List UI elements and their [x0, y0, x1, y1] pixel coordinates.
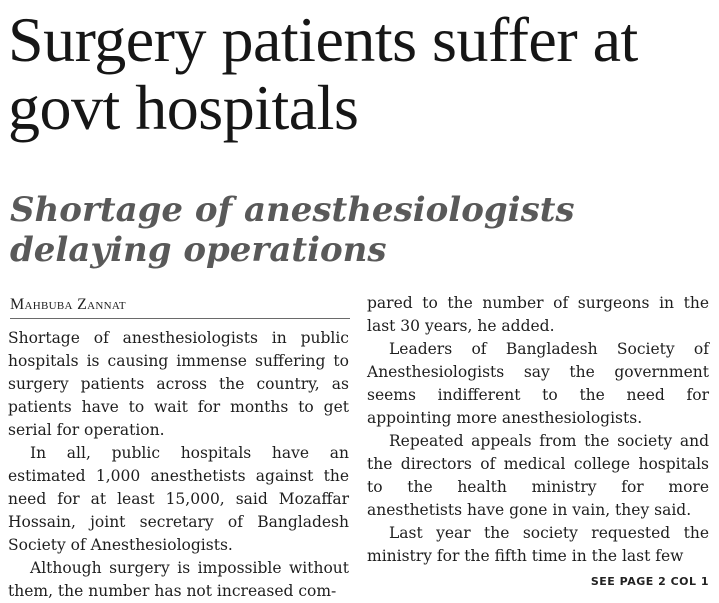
continued-jump-line[interactable]: SEE PAGE 2 COL 1 — [590, 575, 709, 588]
paragraph: Although surgery is impossible without them, the number has not increased com- — [8, 559, 349, 600]
paragraph: Leaders of Bangladesh Society of Anesthesiologists say the government seems indifferent to the need for appointing more anesthesiologists. — [367, 340, 709, 427]
byline: Mahbuba Zannat — [10, 296, 350, 319]
headline: Surgery patients suffer at govt hospitals — [8, 4, 638, 143]
paragraph: In all, public hospitals have an estimated 1,000 anesthetists against the need for at least 15,000, said Mozaffar Hossain, joint secretary of Bangladesh Society of Anesthesiologists. — [8, 444, 349, 554]
article-column-left — [8, 327, 349, 603]
paragraph: Last year the society requested the ministry for the fifth time in the last few — [367, 524, 709, 565]
paragraph: pared to the number of surgeons in the last 30 years, he added. — [367, 294, 709, 335]
paragraph: Shortage of anesthesiologists in public hospitals is causing immense suffering to surgery patients across the country, as patients have to wait for months to get serial for operation. — [8, 329, 349, 439]
paragraph: Repeated appeals from the society and the directors of medical college hospitals to the health ministry for more anesthetists have gone in vain, they said. — [367, 432, 709, 519]
subhead: Shortage of anesthesiologists delaying operations — [10, 190, 575, 270]
article-column-right — [367, 292, 709, 568]
